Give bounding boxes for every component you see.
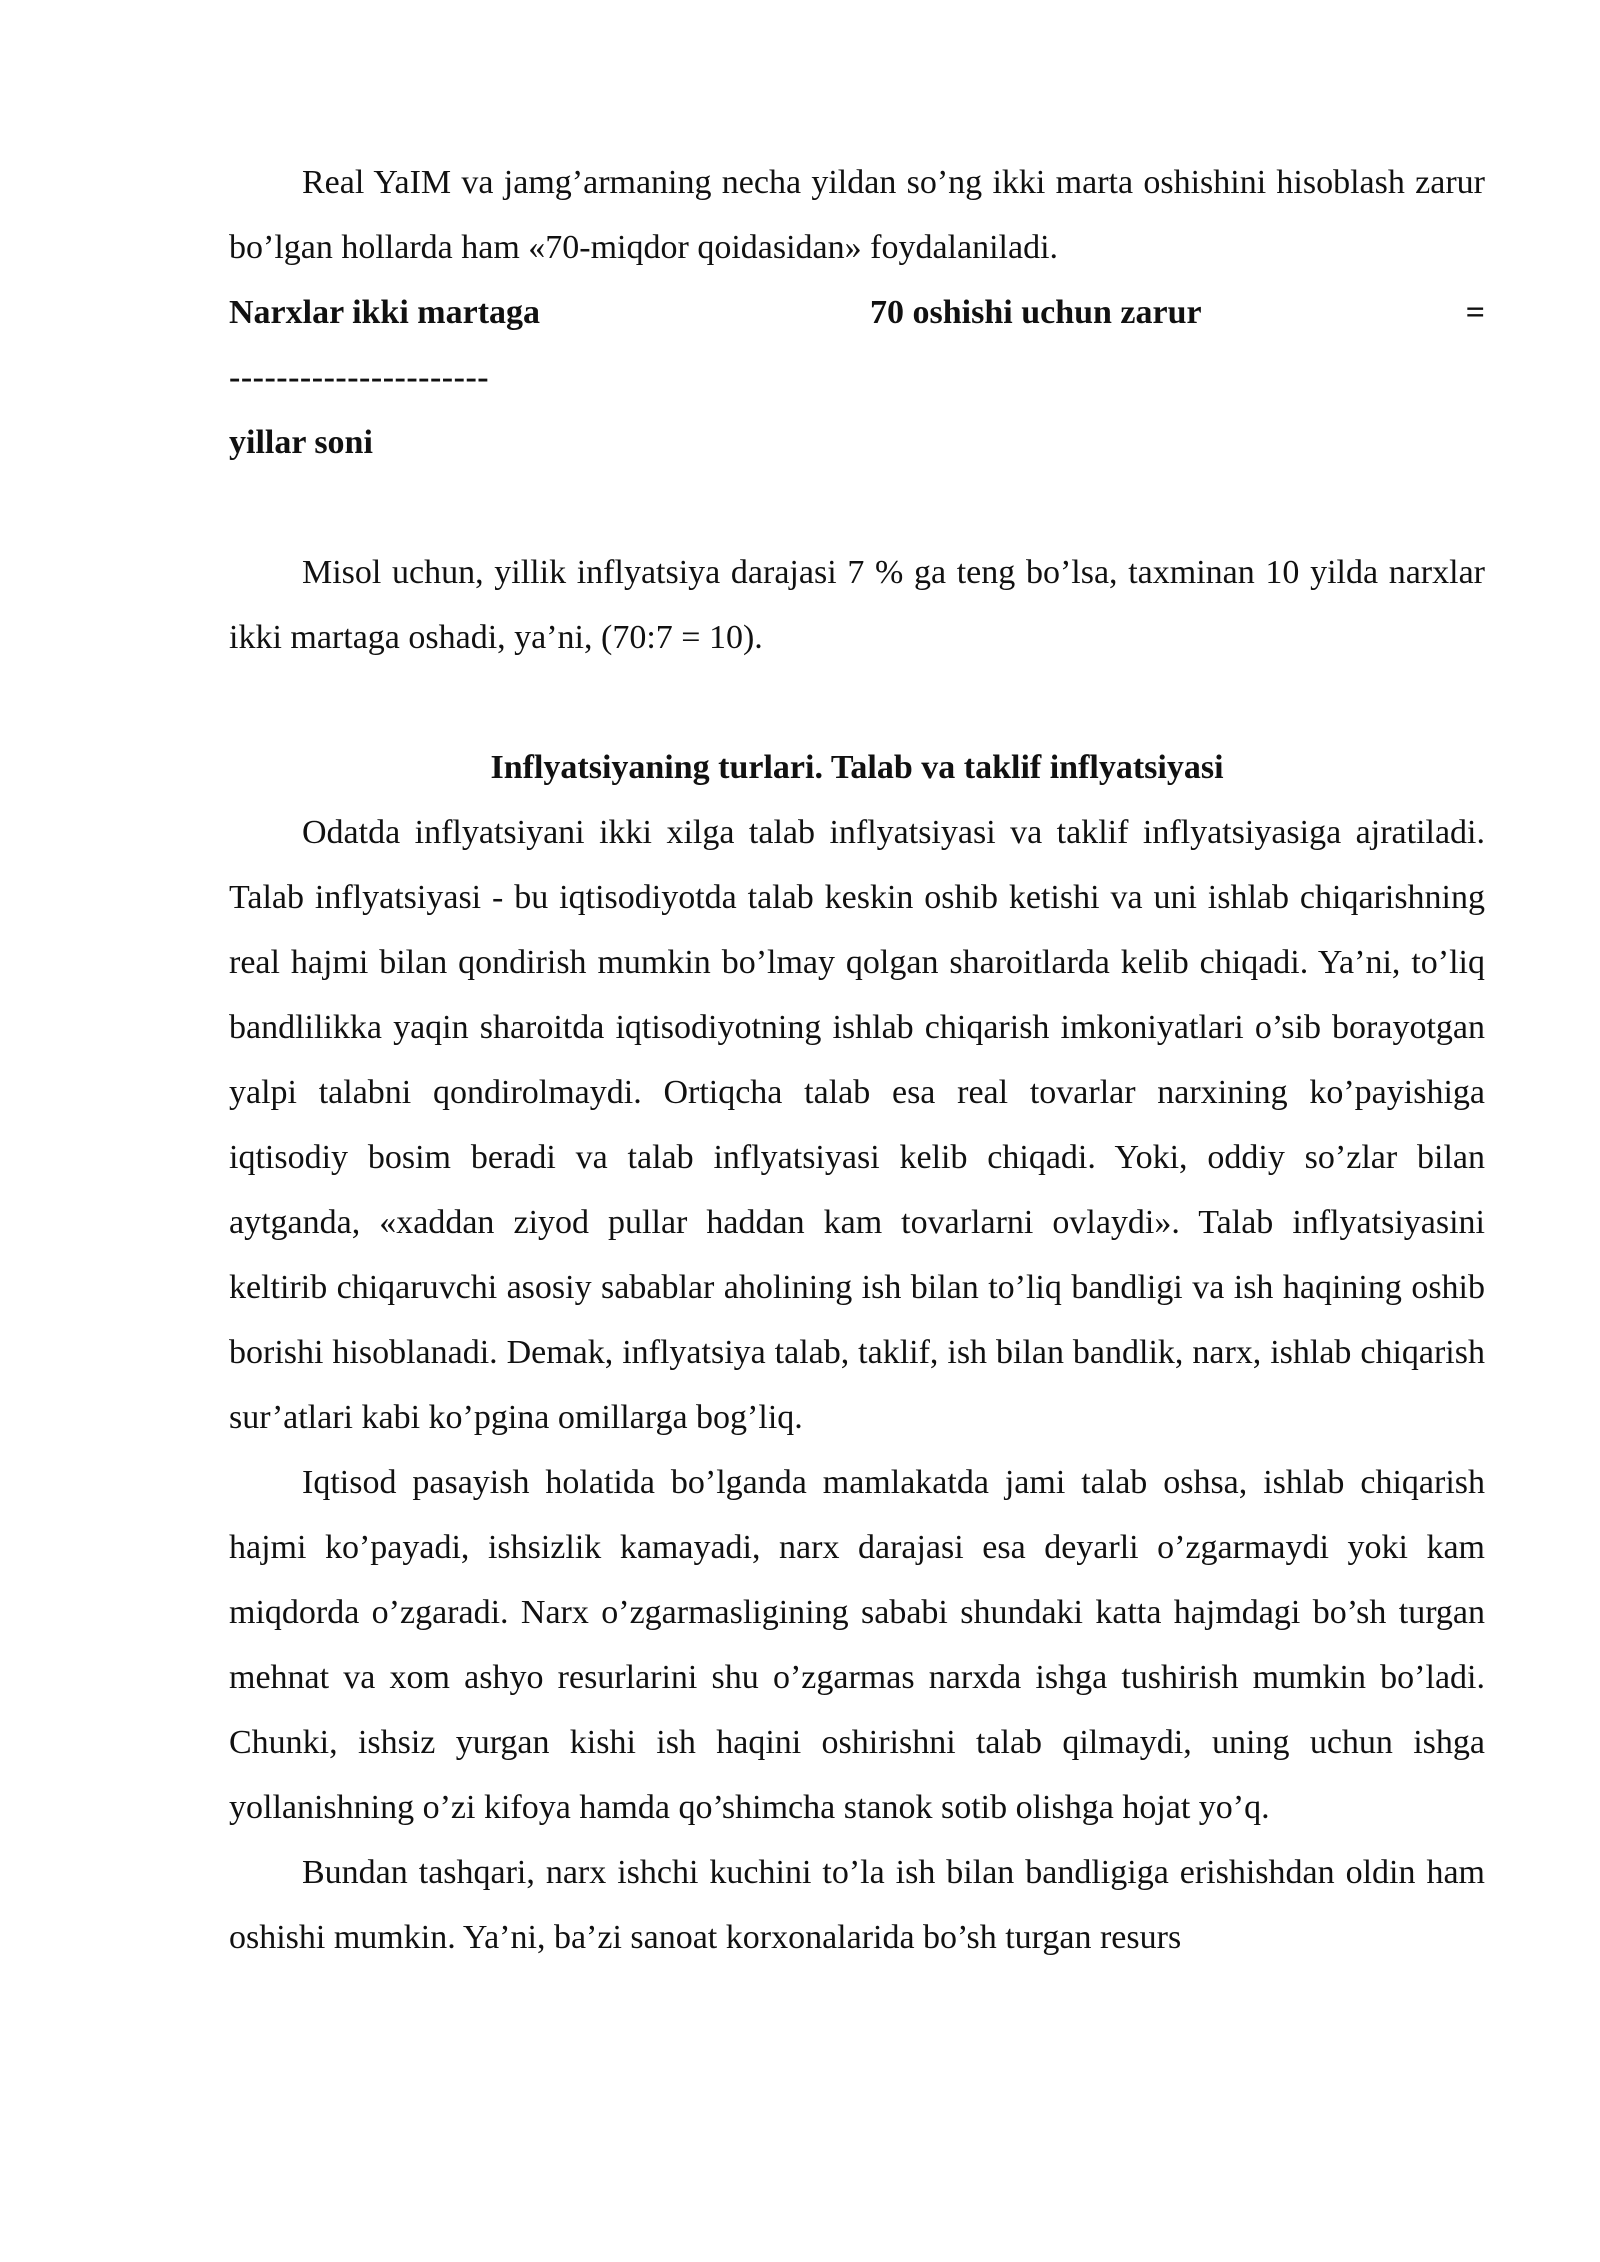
paragraph-70-rule-intro: Real YaIM va jamg’armaning necha yildan so’ng ikki marta oshishini hisoblash zarur bo’lgan hollarda ham «70-miqdor qoidasidan» foydalaniladi. [229,164,1485,266]
spacer [229,670,1485,735]
formula-denominator: yillar soni [229,424,373,461]
formula-left-text: Narxlar ikki martaga [229,294,541,331]
section-heading: Inflyatsiyaning turlari. Talab va taklif inflyatsiyasi [490,749,1224,786]
paragraph-full-employment: Bundan tashqari, narx ishchi kuchini to’la ish bilan bandligiga erishishdan oldin ham oshishi mumkin. Ya’ni, ba’zi sanoat korxonalarida bo’sh turgan resurs [229,1854,1485,1956]
formula-numerator-row [229,280,1485,345]
document-page [229,150,1485,1970]
paragraph-recession: Iqtisod pasayish holatida bo’lganda mamlakatda jami talab oshsa, ishlab chiqarish hajmi ko’payadi, ishsizlik kamayadi, narx darajasi esa deyarli o’zgarmaydi yoki kam miqdorda o’zgaradi. Narx o’zgarmasligining sababi shundaki katta hajmdagi bo’sh turgan mehnat va xom ashyo resurlarini shu o’zgarmas narxda ishga tushirish mumkin bo’ladi. Chunki, ishsiz yurgan kishi ish haqini oshirishni talab qilmaydi, uning uchun ishga yollanishning o’zi kifoya hamda qo’shimcha stanok sotib olishga hojat yo’q. [229,1464,1485,1826]
formula-fraction-line: ---------------------- [229,359,490,396]
paragraph-demand-inflation: Odatda inflyatsiyani ikki xilga talab inflyatsiyasi va taklif inflyatsiyasiga ajratiladi. Talab inflyatsiyasi - bu iqtisodiyotda talab keskin oshib ketishi va uni ishlab chiqarishning real hajmi bilan qondirish mumkin bo’lmay qolgan sharoitlarda kelib chiqadi. Ya’ni, to’liq bandlilikka yaqin sharoitda iqtisodiyotning ishlab chiqarish imkoniyatlari o’sib borayotgan yalpi talabni qondirolmaydi. Ortiqcha talab esa real tovarlar narxining ko’payishiga iqtisodiy bosim beradi va talab inflyatsiyasi kelib chiqadi. Yoki, oddiy so’zlar bilan aytganda, «xaddan ziyod pullar haddan kam tovarlarni ovlaydi». Talab inflyatsiyasini keltirib chiqaruvchi asosiy sabablar aholining ish bilan to’liq bandligi va ish haqining oshib borishi hisoblanadi. Demak, inflyatsiya talab, taklif, ish bilan bandlik, narx, ishlab chiqarish sur’atlari kabi ko’pgina omillarga bog’liq. [229,814,1485,1436]
formula-equals-sign: = [1465,294,1485,331]
spacer [229,475,1485,540]
paragraph-example: Misol uchun, yillik inflyatsiya darajasi 7 % ga teng bo’lsa, taxminan 10 yilda narxlar ikki martaga oshadi, ya’ni, (70:7 = 10). [229,554,1485,656]
formula-mid-text: 70 oshishi uchun zarur [870,294,1202,331]
